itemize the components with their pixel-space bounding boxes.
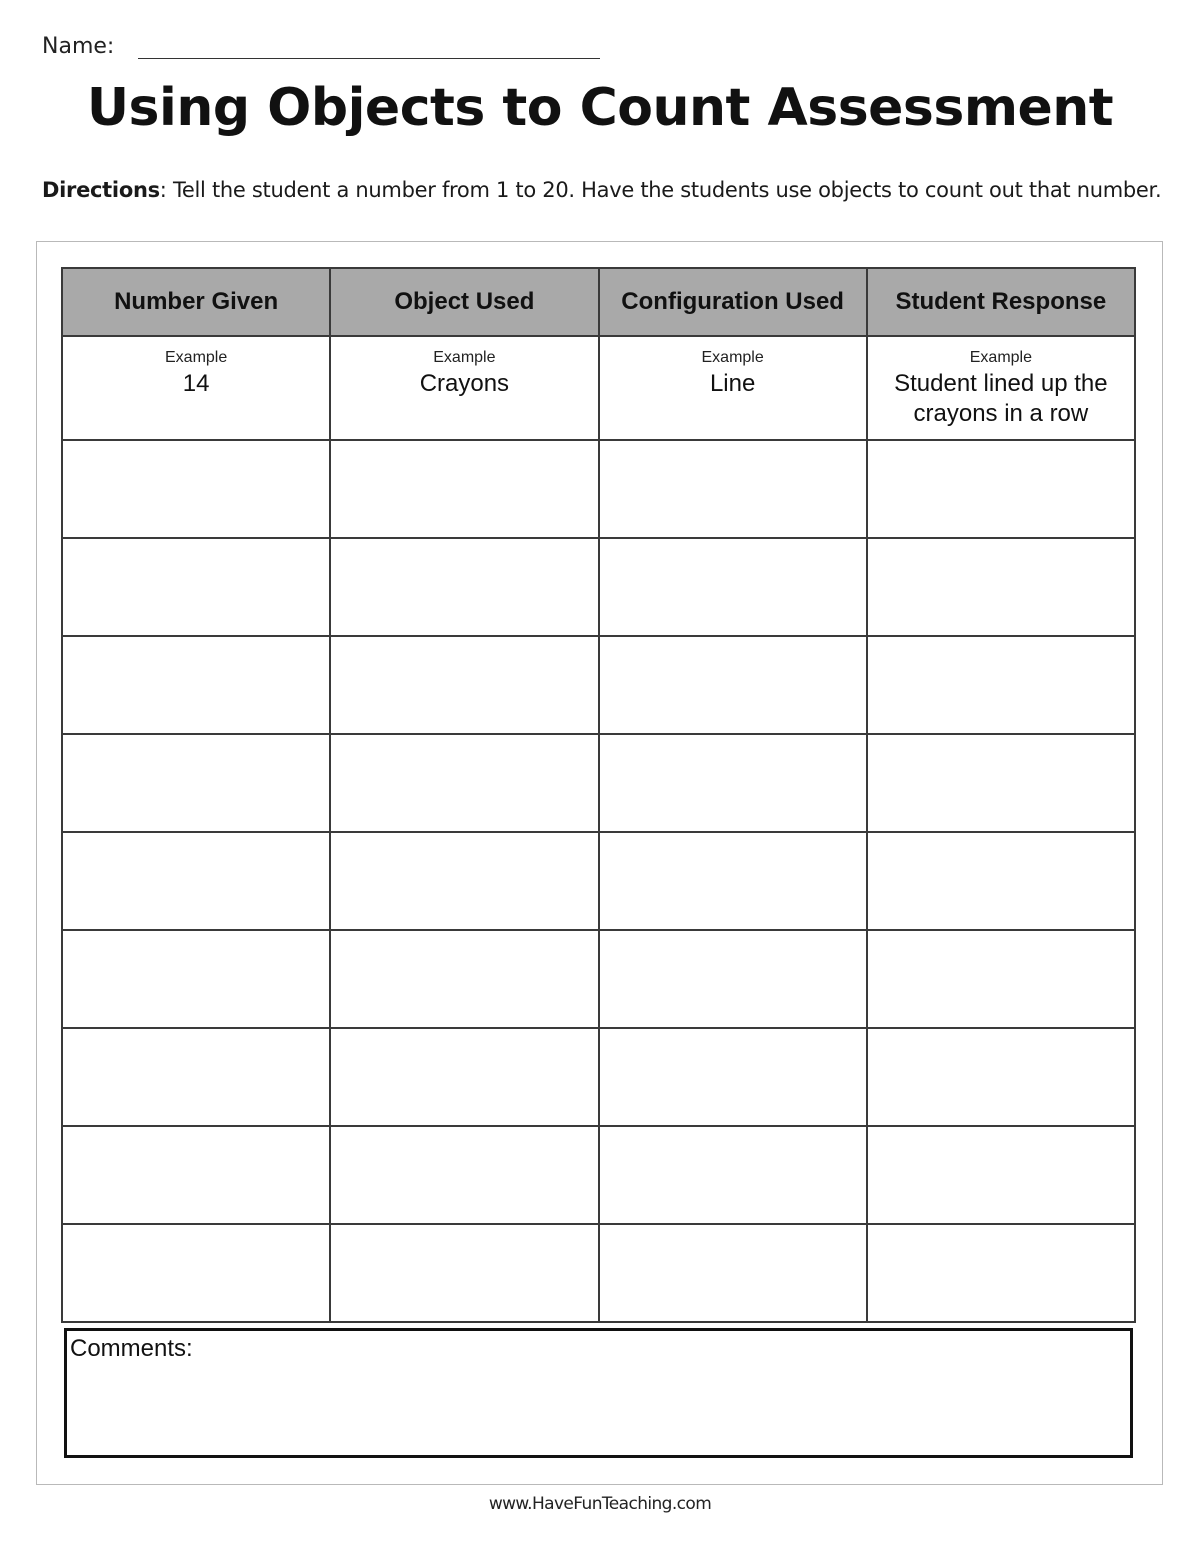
example-value: Student lined up the crayons in a row [894, 370, 1108, 427]
example-row [62, 336, 1135, 440]
worksheet-title: Using Objects to Count Assessment [86, 78, 1114, 138]
example-label: Example [701, 349, 764, 366]
answer-cell-configuration-used[interactable] [599, 440, 867, 538]
answer-cell-configuration-used[interactable] [599, 1126, 867, 1224]
example-value: 14 [182, 370, 210, 397]
answer-cell-student-response[interactable] [867, 440, 1135, 538]
answer-cell-configuration-used[interactable] [599, 538, 867, 636]
table-header-row [62, 268, 1135, 336]
example-value: Crayons [419, 370, 510, 397]
column-header-number-given: Number Given [62, 268, 330, 336]
answer-cell-number-given[interactable] [62, 636, 330, 734]
answer-cell-configuration-used[interactable] [599, 1224, 867, 1322]
answer-cell-number-given[interactable] [62, 734, 330, 832]
answer-cell-configuration-used[interactable] [599, 734, 867, 832]
table-row [62, 1224, 1135, 1322]
directions-text: : Tell the student a number from 1 to 20. Have the students use objects to count out that number. [159, 178, 1162, 202]
table-row [62, 636, 1135, 734]
example-label: Example [433, 349, 496, 366]
answer-cell-configuration-used[interactable] [599, 636, 867, 734]
answer-cell-number-given[interactable] [62, 1224, 330, 1322]
answer-cell-object-used[interactable] [330, 636, 598, 734]
example-cell-configuration-used [599, 336, 867, 440]
directions-label: Directions [42, 178, 160, 202]
assessment-table [61, 267, 1136, 1323]
table-row [62, 1028, 1135, 1126]
answer-cell-number-given[interactable] [62, 1028, 330, 1126]
column-header-student-response: Student Response [867, 268, 1135, 336]
answer-cell-configuration-used[interactable] [599, 930, 867, 1028]
answer-cell-number-given[interactable] [62, 832, 330, 930]
table-row [62, 930, 1135, 1028]
table-row [62, 1126, 1135, 1224]
example-label: Example [165, 349, 228, 366]
example-value: Line [709, 370, 756, 397]
answer-cell-number-given[interactable] [62, 930, 330, 1028]
answer-cell-object-used[interactable] [330, 930, 598, 1028]
answer-cell-student-response[interactable] [867, 636, 1135, 734]
answer-cell-object-used[interactable] [330, 734, 598, 832]
answer-cell-object-used[interactable] [330, 832, 598, 930]
example-cell-object-used [330, 336, 598, 440]
answer-cell-configuration-used[interactable] [599, 832, 867, 930]
answer-cell-student-response[interactable] [867, 1028, 1135, 1126]
table-row [62, 440, 1135, 538]
answer-cell-number-given[interactable] [62, 440, 330, 538]
column-header-configuration-used: Configuration Used [599, 268, 867, 336]
table-row [62, 832, 1135, 930]
comments-label: Comments: [70, 1335, 193, 1362]
name-row [42, 34, 602, 64]
table-row [62, 734, 1135, 832]
answer-cell-number-given[interactable] [62, 538, 330, 636]
table-row [62, 538, 1135, 636]
directions [42, 178, 1162, 202]
answer-cell-number-given[interactable] [62, 1126, 330, 1224]
example-cell-student-response [867, 336, 1135, 440]
name-field-line[interactable] [138, 58, 600, 59]
answer-cell-student-response[interactable] [867, 538, 1135, 636]
answer-cell-student-response[interactable] [867, 930, 1135, 1028]
comments-box[interactable] [64, 1328, 1133, 1458]
answer-cell-student-response[interactable] [867, 1224, 1135, 1322]
answer-cell-configuration-used[interactable] [599, 1028, 867, 1126]
answer-cell-student-response[interactable] [867, 1126, 1135, 1224]
answer-cell-object-used[interactable] [330, 440, 598, 538]
answer-cell-object-used[interactable] [330, 1028, 598, 1126]
answer-cell-object-used[interactable] [330, 1126, 598, 1224]
answer-cell-object-used[interactable] [330, 538, 598, 636]
answer-cell-student-response[interactable] [867, 734, 1135, 832]
name-label: Name: [42, 34, 115, 59]
answer-cell-object-used[interactable] [330, 1224, 598, 1322]
example-cell-number-given [62, 336, 330, 440]
example-label: Example [969, 349, 1032, 366]
column-header-object-used: Object Used [330, 268, 598, 336]
footer-url: www.HaveFunTeaching.com [488, 1494, 712, 1514]
answer-cell-student-response[interactable] [867, 832, 1135, 930]
